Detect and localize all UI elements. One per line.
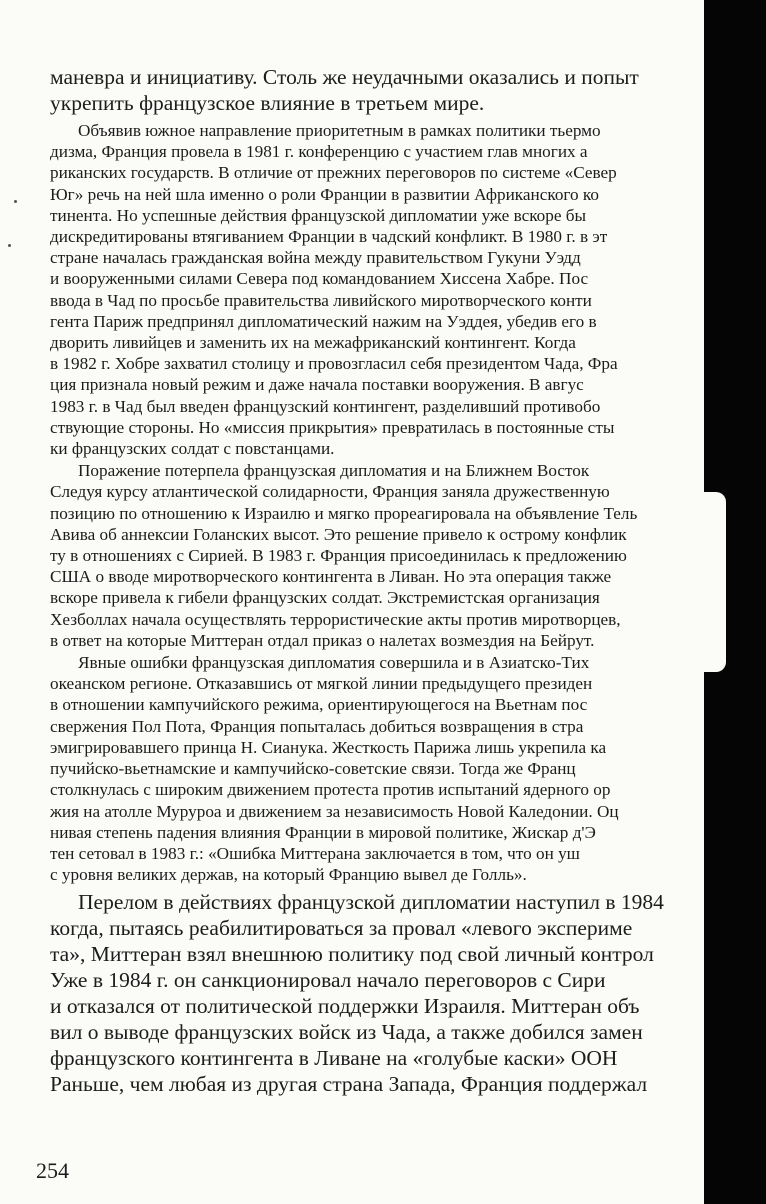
paragraph-4-line: Раньше, чем любая из другая страна Запада, Франция поддержал xyxy=(50,1072,648,1097)
paragraph-asia-pacific xyxy=(50,652,710,885)
paragraph-2-line: Следуя курсу атлантической солидарности, Франция заняла дружественную xyxy=(50,482,610,502)
paragraph-1-line: дворить ливийцев и заменить их на межафриканский контингент. Когда xyxy=(50,333,576,353)
paragraph-chad xyxy=(50,120,710,459)
paragraph-4-line: Уже в 1984 г. он санкционировал начало переговоров с Сири xyxy=(50,968,606,993)
paragraph-4-line: Перелом в действиях французской дипломатии наступил в 1984 xyxy=(78,890,664,915)
paragraph-1-line: стране началась гражданская война между правительством Гукуни Уэдд xyxy=(50,248,581,268)
paragraph-3-line: Явные ошибки французская дипломатия совершила и в Азиатско-Тих xyxy=(78,653,590,673)
page-text xyxy=(50,64,710,1097)
paragraph-3-line: океанском регионе. Отказавшись от мягкой линии предыдущего президен xyxy=(50,674,593,694)
paragraph-4-line: и отказался от политической поддержки Израиля. Миттеран объ xyxy=(50,994,640,1019)
paragraph-1-line: Объявив южное направление приоритетным в рамках политики тьермо xyxy=(78,121,601,140)
paragraph-1-line: ствующие стороны. Но «миссия прикрытия» превратилась в постоянные сты xyxy=(50,417,615,437)
paragraph-1-line: гента Париж предпринял дипломатический нажим на Уэддея, убедив его в xyxy=(50,311,597,331)
paragraph-2-line: Авива об аннексии Голанских высот. Это решение привело к острому конфлик xyxy=(50,524,627,544)
paragraph-1-line: ция признала новый режим и даже начала поставки вооружения. В авгус xyxy=(50,375,584,395)
paragraph-middle-east xyxy=(50,460,710,651)
paragraph-1-line: дизма, Франция провела в 1981 г. конференцию с участием глав многих а xyxy=(50,142,588,162)
paragraph-3-line: жия на атолле Муруроа и движением за независимость Новой Каледонии. Оц xyxy=(50,801,619,821)
paragraph-4-line: та», Миттеран взял внешнюю политику под свой личный контрол xyxy=(50,942,654,967)
paragraph-2-line: Поражение потерпела французская дипломатия и на Ближнем Восток xyxy=(78,461,590,481)
paragraph-2-line: США о вводе миротворческого контингента в Ливан. Но эта операция также xyxy=(50,567,612,587)
scan-speck xyxy=(8,244,11,247)
paragraph-4-line: французского контингента в Ливане на «голубые каски» ООН xyxy=(50,1046,618,1071)
scan-page-curl xyxy=(700,492,726,672)
paragraph-3-line: пучийско-вьетнамские и кампучийско-советские связи. Тогда же Франц xyxy=(50,759,576,779)
paragraph-2-line: вскоре привела к гибели французских солдат. Экстремистская организация xyxy=(50,588,600,608)
paragraph-3-line: эмигрировавшего принца Н. Сианука. Жесткость Парижа лишь укрепила ка xyxy=(50,737,607,757)
paragraph-1-line: 1983 г. в Чад был введен французский контингент, разделивший противобо xyxy=(50,396,601,416)
page-number: 254 xyxy=(36,1158,69,1183)
paragraph-3-line: в отношении кампучийского режима, ориентирующегося на Вьетнам пос xyxy=(50,695,588,715)
paragraph-4-line: когда, пытаясь реабилитироваться за провал «левого экспериме xyxy=(50,916,633,941)
paragraph-4-line: вил о выводе французских войск из Чада, а также добился замен xyxy=(50,1020,643,1045)
paragraph-2-line: в ответ на которые Миттеран отдал приказ о налетах возмездия на Бейрут. xyxy=(50,630,595,650)
paragraph-3-line: столкнулась с широким движением протеста против испытаний ядерного ор xyxy=(50,780,611,800)
paragraph-1-line: дискредитированы втягиванием Франции в чадский конфликт. В 1980 г. в эт xyxy=(50,227,608,247)
paragraph-1-line: Юг» речь на ней шла именно о роли Франции в развитии Африканского ко xyxy=(50,184,599,204)
paragraph-1-line: ввода в Чад по просьбе правительства ливийского миротворческого конти xyxy=(50,290,592,310)
paragraph-turning-point xyxy=(50,889,710,1097)
paragraph-3-line: свержения Пол Пота, Франция попыталась добиться возвращения в стра xyxy=(50,716,584,736)
paragraph-2-line: ту в отношениях с Сирией. В 1983 г. Франция присоединилась к предложению xyxy=(50,546,627,566)
intro-lines-line: маневра и инициативу. Столь же неудачными оказались и попыт xyxy=(50,65,639,89)
paragraph-1-line: и вооруженными силами Севера под командованием Хиссена Хабре. Пос xyxy=(50,269,589,289)
intro-lines-line: укрепить французское влияние в третьем мире. xyxy=(50,91,485,115)
paragraph-3-line: нивая степень падения влияния Франции в мировой политике, Жискар д'Э xyxy=(50,822,596,842)
paragraph-1-line: ки французских солдат с повстанцами. xyxy=(50,439,335,459)
scan-speck xyxy=(14,200,17,203)
intro-lines xyxy=(50,64,710,116)
paragraph-3-line: тен сетовал в 1983 г.: «Ошибка Миттерана заключается в том, что он уш xyxy=(50,843,580,863)
paragraph-2-line: позицию по отношению к Израилю и мягко прореагировала на объявление Тель xyxy=(50,503,638,523)
paragraph-1-line: риканских государств. В отличие от прежних переговоров по системе «Север xyxy=(50,163,617,183)
paragraph-3-line: с уровня великих держав, на который Францию вывел де Голль». xyxy=(50,865,527,885)
paragraph-2-line: Хезболлах начала осуществлять террористические акты против миротворцев, xyxy=(50,609,621,629)
paragraph-1-line: в 1982 г. Хобре захватил столицу и провозгласил себя президентом Чада, Фра xyxy=(50,354,618,374)
paragraph-1-line: тинента. Но успешные действия французской дипломатии уже вскоре бы xyxy=(50,205,587,225)
